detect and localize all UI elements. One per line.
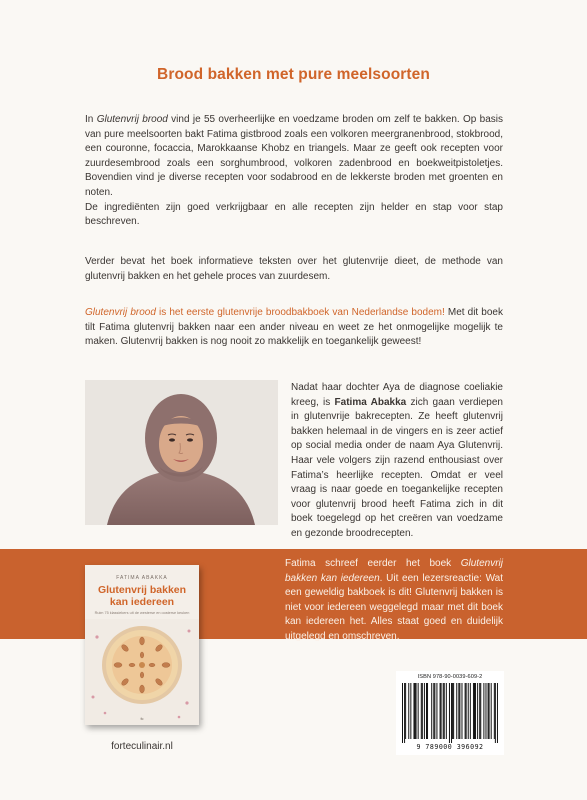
- highlight-rest: Met dit boek tilt Fatima glutenvrij bakken naar een ander niveau en weet ze het onmogelijke mogelijk te maken. Glutenvrij bakken is nog nooit zo makkelijk en toegankelijk geweest!: [85, 307, 503, 348]
- band-book-title: Glutenvrij bakken kan iedereen: [285, 558, 503, 584]
- band-rest: . Uit een lezersreactie: Wat een geweldig bakboek is dit! Glutenvrij bakken is niet voor iedereen weggelegd maar met dit boek kan iedereen het. Alles staat goed en duidelijk uitgelegd en omschreven.: [285, 572, 503, 642]
- highlight-title-tail: is het eerste glutenvrije broodbakboek van Nederlandse bodem!: [155, 307, 445, 318]
- intro-text-a: vind je 55 overheerlijke en voedzame broden om zelf te bakken. Op basis van pure meelsoorten bakt Fatima gistbrood zoals een volkoren meergranenbrood, stokbrood, een couronne, focaccia, Marokkaanse Khobz en triangels. Maar ze geeft ook recepten voor zuurdesembrood zoals een sorghumbrood, volkoren zadenbrood en boekweitpistoletjes. Bovendien vind je diverse recepten voor sodabrood en de lekkerste broden met groenten en noten.: [85, 114, 504, 198]
- barcode-bar: [444, 683, 445, 739]
- highlight-book-title: Glutenvrij brood: [85, 307, 156, 318]
- band-text: [285, 557, 503, 645]
- barcode-bar: [422, 683, 423, 739]
- bio-rest: zich gaan verdiepen in glutenvrije bakrecepten. Ze heeft glutenvrij bakken helemaal in de vingers en is zeer actief op social media onder de naam Aya Glutenvrij. Haar vele volgers zijn razend enthousiast over Fatima’s heerlijke recepten. Omdat er veel vraag is naar goede en toegankelijke recepten voor glutenvrij brood heeft Fatima zich in dit boek toegelegd op het creëren van voedzame en gezonde broodrecepten.: [291, 396, 503, 539]
- barcode-bar: [418, 683, 419, 739]
- barcode-bar: [494, 683, 495, 739]
- barcode-bar: [456, 683, 457, 739]
- barcode-bar: [416, 683, 417, 739]
- barcode-bar: [449, 683, 450, 743]
- barcode-bar: [443, 683, 444, 739]
- barcode-bar: [470, 683, 471, 739]
- previous-book-cover: [85, 565, 199, 725]
- intro-book-title: Glutenvrij brood: [96, 114, 168, 125]
- barcode-bar: [440, 683, 441, 739]
- second-paragraph: Verder bevat het boek informatieve teksten over het glutenvrije dieet, de methode van glutenvrij bakken en het gehele proces van zuurdesem.: [85, 256, 503, 282]
- barcode-bar: [405, 683, 406, 739]
- barcode-bar: [488, 683, 489, 739]
- barcode-bar: [436, 683, 437, 739]
- barcode-icon: [402, 683, 498, 743]
- barcode-bar: [475, 683, 476, 739]
- barcode-bar: [441, 683, 442, 739]
- barcode-bar: [413, 683, 414, 739]
- barcode-bar: [431, 683, 432, 739]
- barcode-block: [396, 671, 504, 755]
- barcode-bar: [452, 683, 453, 739]
- barcode-bar: [497, 683, 498, 743]
- barcode-bar: [446, 683, 447, 739]
- barcode-bar: [427, 683, 428, 739]
- cake-illustration: [85, 619, 199, 725]
- barcode-bar: [402, 683, 403, 743]
- page-title: Brood bakken met pure meelsoorten: [157, 66, 430, 83]
- book-cover-subtitle: Ruim 75 klassiekers uit de westerse en oosterse keuken: [94, 611, 190, 615]
- barcode-bar: [453, 683, 454, 739]
- band-lead: Fatima schreef eerder het boek: [285, 558, 461, 569]
- author-portrait: [85, 380, 278, 525]
- barcode-bar: [451, 683, 452, 743]
- intro-lead-in: In: [85, 114, 97, 125]
- author-name: Fatima Abakka: [334, 396, 407, 408]
- highlight-paragraph: [85, 306, 503, 350]
- barcode-bar: [466, 683, 467, 739]
- barcode-bar: [426, 683, 427, 739]
- bio-lead: Nadat haar dochter Aya de diagnose coeliakie kreeg, is: [291, 382, 503, 408]
- isbn-number: ISBN 978-90-0039-609-2: [417, 674, 483, 680]
- ean-digits: 9 789000 396092: [416, 743, 484, 751]
- barcode-bar: [473, 683, 474, 739]
- barcode-bar: [408, 683, 409, 739]
- barcode-bar: [465, 683, 466, 739]
- barcode-bar: [489, 683, 490, 739]
- publisher-mark: fc: [140, 716, 144, 721]
- intro-text-b: De ingrediënten zijn goed verkrijgbaar en alle recepten zijn helder en stap voor stap beschreven.: [85, 201, 503, 228]
- barcode-bar: [461, 683, 462, 739]
- barcode-bar: [433, 683, 434, 739]
- barcode-bar: [458, 683, 459, 739]
- publisher-website: forteculinair.nl: [111, 741, 173, 752]
- barcode-bar: [434, 683, 435, 739]
- author-bio: [291, 381, 503, 542]
- book-cover-title: Glutenvrij bakken kan iedereen: [97, 584, 187, 608]
- barcode-bar: [483, 683, 484, 739]
- barcode-bar: [474, 683, 475, 739]
- barcode-bar: [468, 683, 469, 739]
- barcode-bar: [415, 683, 416, 739]
- barcode-bar: [424, 683, 425, 739]
- barcode-bar: [480, 683, 481, 739]
- barcode-bar: [404, 683, 405, 743]
- barcode-bar: [477, 683, 478, 739]
- barcode-bar: [485, 683, 486, 739]
- barcode-bar: [491, 683, 492, 739]
- barcode-bar: [410, 683, 411, 739]
- intro-paragraph: [85, 113, 503, 230]
- book-cover-author: FATIMA ABAKKA: [116, 575, 168, 581]
- barcode-bar: [421, 683, 422, 739]
- barcode-bar: [495, 683, 496, 743]
- barcode-bar: [459, 683, 460, 739]
- barcode-bar: [479, 683, 480, 739]
